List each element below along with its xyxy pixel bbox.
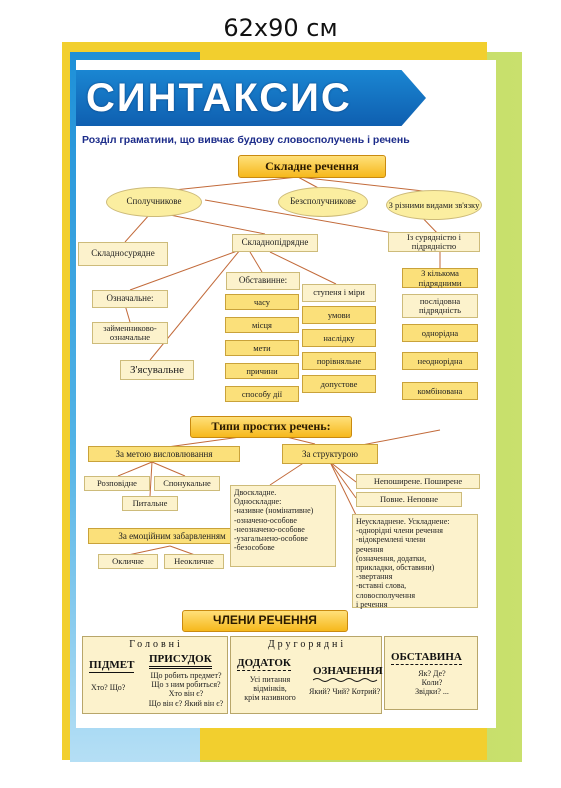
box-by-structure: За структурою — [282, 444, 378, 464]
box-attributive: Означальне: — [92, 290, 168, 308]
adverbial-cause: причини — [225, 363, 299, 379]
list-line: -вставні слова, — [356, 581, 407, 591]
box-several-subordinate: З кількома підрядними — [402, 268, 478, 288]
subject-label: ПІДМЕТ — [89, 659, 135, 671]
main-members-title: Головні — [129, 639, 183, 650]
question-line: Що робить предмет? — [150, 671, 222, 680]
adverbial-label: ОБСТАВИНА — [391, 651, 462, 663]
question-line: Що з ним робиться? — [151, 680, 221, 690]
oval-mixed-connection: З різними видами зв'язку — [386, 190, 482, 220]
adverbial-concessive: допустове — [302, 375, 376, 393]
sub-combined: комбінована — [402, 382, 478, 400]
list-line: -означено-особове — [234, 515, 297, 525]
box-by-purpose: За метою висловлювання — [88, 446, 240, 462]
adverbial-comparative: порівняльне — [302, 352, 376, 370]
purpose-imperative: Спонукальне — [154, 476, 220, 491]
question-line: Хто він є? — [168, 689, 204, 699]
question-line: Що він є? Який він є? — [148, 698, 224, 708]
question-line: Як? Де? — [418, 669, 446, 678]
list-line: -однорідні члени речення — [356, 526, 443, 536]
list-line: Неускладнене. Ускладнене: — [356, 517, 450, 526]
wavy-underline — [313, 677, 379, 683]
complex-sentence-header: Складне речення — [238, 155, 386, 178]
object-label: ДОДАТОК — [237, 657, 291, 669]
secondary-members-title: Другорядні — [267, 639, 347, 650]
question-line: Звідки? ... — [415, 687, 449, 697]
subject-questions: Хто? Що? — [91, 683, 126, 692]
question-line: Усі питання — [249, 675, 291, 684]
list-line: (означення, додатки, — [356, 553, 427, 563]
simple-sentence-header: Типи простих речень: — [190, 416, 352, 438]
complicated-list — [352, 514, 478, 608]
adverbial-degree: ступеня і міри — [302, 284, 376, 302]
attribute-questions: Який? Чий? Котрий? — [309, 687, 381, 696]
adverbial-place: місця — [225, 317, 299, 333]
question-line: Коли? — [421, 678, 443, 688]
list-line: -неозначено-особове — [234, 524, 305, 534]
adverbial-time: часу — [225, 294, 299, 310]
box-adverbial: Обставинне: — [226, 272, 300, 290]
list-line: словосполучення — [356, 590, 415, 600]
question-line: крім називного — [244, 693, 296, 703]
sub-homogeneous: однорідна — [402, 324, 478, 342]
adverbial-member-panel — [384, 636, 478, 710]
list-line: -називне (номінативне) — [234, 506, 314, 516]
oval-conjunctive: Сполучникове — [106, 187, 202, 217]
members-header: ЧЛЕНИ РЕЧЕННЯ — [182, 610, 348, 632]
adverbial-condition: умови — [302, 306, 376, 324]
adverbial-manner: способу дії — [225, 386, 299, 402]
list-line: -відокремлені члени — [356, 535, 426, 545]
purpose-interrogative: Питальне — [122, 496, 178, 511]
box-by-emotion: За емоційним забарвленням — [88, 528, 256, 544]
box-compound-sentence: Складносурядне — [78, 242, 168, 266]
box-complex-subordinate: Складнопідрядне — [232, 234, 318, 252]
list-line: Двоскладне. — [234, 488, 277, 497]
structure-extended: Непоширене. Поширене — [356, 474, 480, 489]
poster-size-label: 62х90 см — [223, 14, 338, 42]
box-explanatory: З'ясувальне — [120, 360, 194, 380]
list-line: речення — [356, 544, 384, 554]
emotion-non-exclamatory: Неокличне — [164, 554, 224, 569]
predicate-questions — [145, 671, 227, 708]
adverbial-purpose: мети — [225, 340, 299, 356]
two-one-part-list — [230, 485, 336, 567]
emotion-exclamatory: Окличне — [98, 554, 158, 569]
oval-non-conjunctive: Безсполучникове — [278, 187, 368, 217]
box-coordination-subordination: Із сурядністю і підрядністю — [388, 232, 480, 252]
attribute-label: ОЗНАЧЕННЯ — [313, 665, 383, 677]
list-line: Односкладне: — [234, 497, 282, 507]
adverbial-consequence: наслідку — [302, 329, 376, 347]
sub-sequential: послідовна підрядність — [402, 294, 478, 318]
list-line: -безособове — [234, 543, 275, 553]
box-pronoun-attributive: займенниково-означальне — [92, 322, 168, 344]
question-line: відмінків, — [253, 684, 287, 694]
purpose-declarative: Розповідне — [84, 476, 150, 491]
poster-title: СИНТАКСИС — [86, 76, 352, 120]
object-questions — [235, 675, 305, 703]
predicate-label: ПРИСУДОК — [149, 653, 212, 669]
list-line: прикладки, обставини) — [356, 562, 435, 572]
sub-heterogeneous: неоднорідна — [402, 352, 478, 370]
list-line: -звертання — [356, 572, 393, 582]
adverbial-questions — [385, 669, 479, 697]
structure-complete: Повне. Неповне — [356, 492, 462, 507]
secondary-members-panel — [230, 636, 382, 714]
main-members-panel — [82, 636, 228, 714]
poster-subtitle: Розділ граматини, що вивчає будову словосполучень і речень — [82, 134, 410, 146]
list-line: і речення — [356, 599, 388, 609]
list-line: -узагальнено-особове — [234, 533, 308, 543]
